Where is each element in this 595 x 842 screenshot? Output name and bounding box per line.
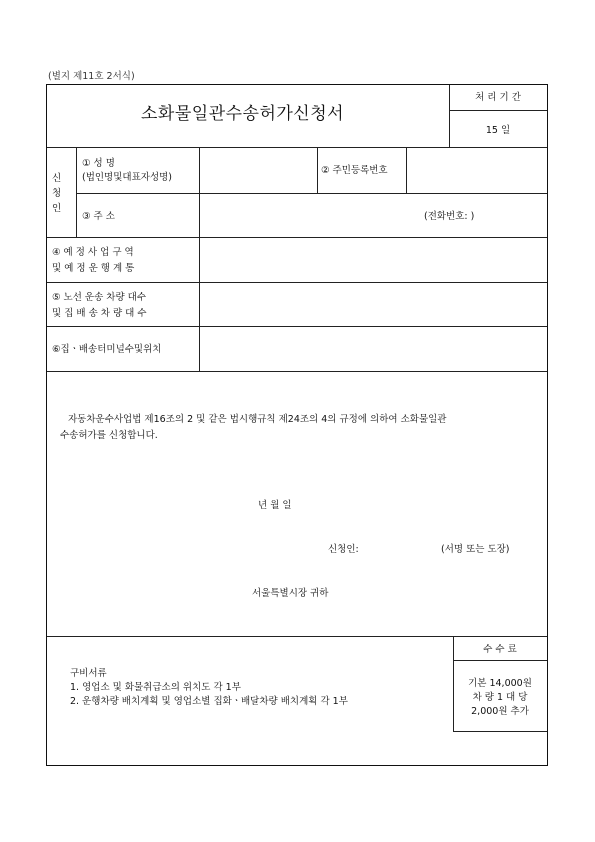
- divider-fee-label: [453, 660, 547, 661]
- documents-item-1: 1. 영업소 및 화물취급소의 위치도 각 1부: [70, 682, 241, 693]
- applicant-side-label-3: 인: [52, 203, 62, 214]
- signature-field[interactable]: [370, 541, 438, 557]
- divider-body: [47, 636, 547, 637]
- resident-no-field[interactable]: [408, 149, 545, 191]
- applicant-sign-label: 신청인:: [328, 544, 359, 555]
- planned-area-label-1: ④ 예 정 사 업 구 역: [52, 247, 134, 258]
- divider-label-column: [199, 147, 200, 371]
- divider-processing: [449, 110, 547, 111]
- divider-address-row: [47, 237, 547, 238]
- divider-fee-bottom: [453, 731, 547, 732]
- form-number: (별지 제11호 2서식): [48, 71, 135, 82]
- vehicle-count-field[interactable]: [201, 284, 545, 324]
- body-text-2: 수송허가를 신청합니다.: [60, 430, 158, 441]
- body-text-1: 자동차운수사업법 제16조의 2 및 같은 법시행규칙 제24조의 4의 규정에 의하여 소화물일관: [68, 414, 447, 425]
- terminal-field[interactable]: [201, 328, 545, 369]
- fee-line-3: 2,000원 추가: [471, 706, 529, 717]
- applicant-side-label-1: 신: [52, 173, 62, 184]
- phone-label: (전화번호: ): [424, 211, 475, 222]
- page-title: 소화물일관수송허가신청서: [141, 104, 345, 124]
- recipient: 서울특별시장 귀하: [252, 588, 329, 599]
- fee-line-1: 기본 14,000원: [468, 678, 532, 689]
- processing-value: 15 일: [485, 125, 511, 136]
- name-field[interactable]: [201, 149, 315, 191]
- sign-note: (서명 또는 도장): [441, 544, 510, 555]
- divider-row-4: [47, 282, 547, 283]
- vehicle-count-label-2: 및 집 배 송 차 량 대 수: [52, 308, 147, 319]
- name-label-sub: (법인명및대표자성명): [82, 172, 173, 183]
- name-label: ① 성 명: [82, 158, 115, 169]
- divider-row-6: [47, 371, 547, 372]
- applicant-side-label-2: 청: [52, 188, 62, 199]
- vehicle-count-label-1: ⑤ 노선 운송 차량 대수: [52, 292, 147, 303]
- fee-line-2: 차 량 1 대 당: [472, 692, 528, 703]
- divider-resident-label-right: [406, 147, 407, 193]
- divider-resident-label-left: [317, 147, 318, 193]
- resident-no-label: ② 주민등록번호: [321, 165, 388, 176]
- planned-area-field[interactable]: [201, 239, 545, 280]
- divider-row-5: [47, 326, 547, 327]
- divider-header: [47, 147, 547, 148]
- fee-label: 수 수 료: [483, 644, 517, 655]
- processing-label: 처 리 기 간: [475, 92, 521, 103]
- documents-item-2: 2. 운행차량 배치계획 및 영업소별 집화ㆍ배달차량 배치계획 각 1부: [70, 696, 348, 707]
- planned-area-label-2: 및 예 정 운 행 계 통: [52, 263, 135, 274]
- divider-name-row: [76, 193, 547, 194]
- address-label: ③ 주 소: [82, 211, 115, 222]
- terminal-label: ⑥집ㆍ배송터미널수및위치: [52, 344, 162, 355]
- documents-header: 구비서류: [70, 668, 107, 679]
- divider-applicant-side: [76, 147, 77, 237]
- date-line: 년 월 일: [258, 500, 292, 511]
- address-field[interactable]: [201, 195, 421, 235]
